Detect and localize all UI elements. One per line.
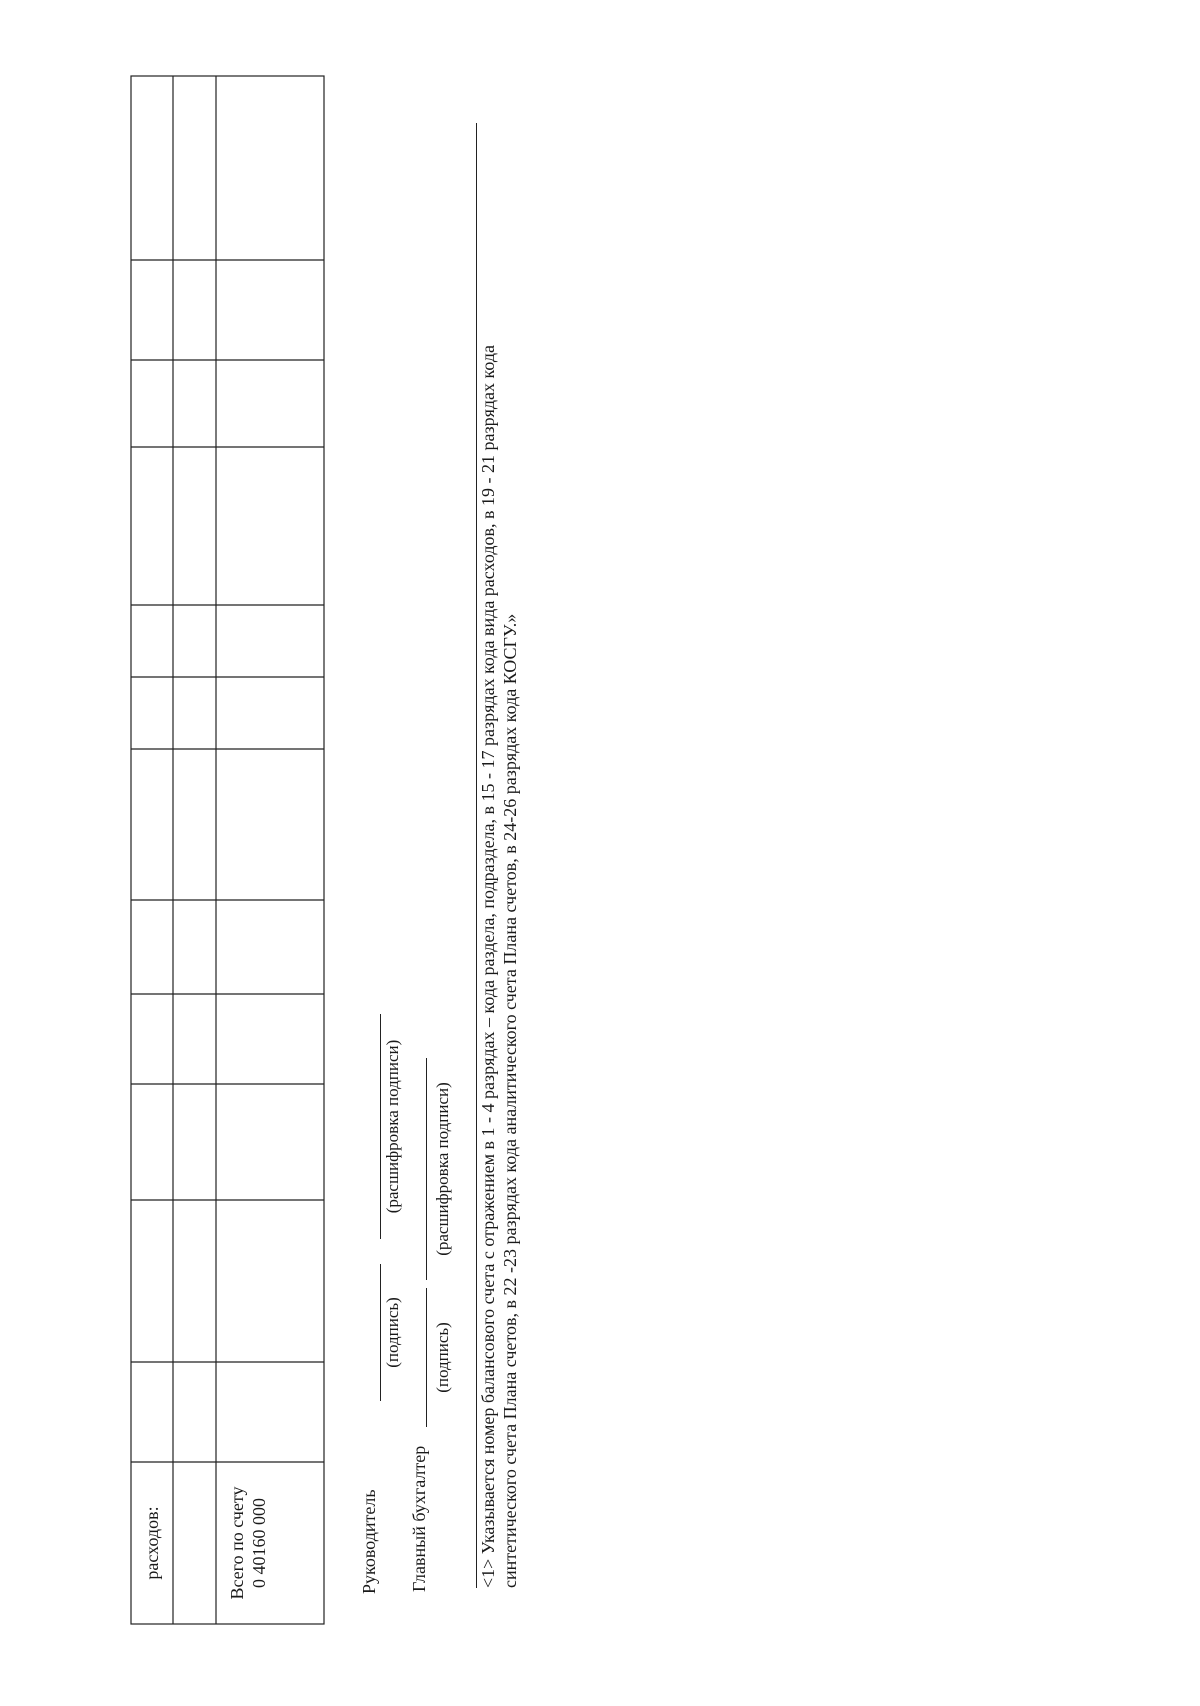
head-decode-caption: (расшифровка подписи): [383, 1039, 402, 1214]
footnote-line1: <1> Указывается номер балансового счета с отражением в 1 - 4 разрядах – кода раздела, подраздела, в 15 - 17 разрядах кода вида расходов, в 19 - 21 разрядах кода: [478, 345, 498, 1588]
head-decode-line: [380, 1014, 381, 1239]
accountant-decode-line: [426, 1058, 427, 1280]
row-label-total-line1: Всего по счету: [227, 1486, 247, 1600]
accountant-signature-line: [426, 1288, 427, 1427]
footnote-line2: синтетического счета Плана счетов, в 22 -23 разрядах кода аналитического счета Плана счетов, в 24-26 разрядах кода КОСГУ.»: [500, 613, 520, 1588]
row-label-expenses: расходов:: [142, 1506, 162, 1580]
row-label-total-line2: 0 40160 000: [249, 1498, 269, 1588]
head-sign-caption: (подпись): [383, 1297, 402, 1368]
table-frame: [131, 76, 324, 1624]
footnote-rule: [476, 123, 477, 1588]
head-signature-line: [380, 1264, 381, 1401]
head-label: Руководитель: [359, 1489, 379, 1594]
accountant-label: Главный бухгалтер: [409, 1445, 429, 1592]
accountant-sign-caption: (подпись): [433, 1322, 452, 1393]
accountant-decode-caption: (расшифровка подписи): [433, 1082, 452, 1256]
